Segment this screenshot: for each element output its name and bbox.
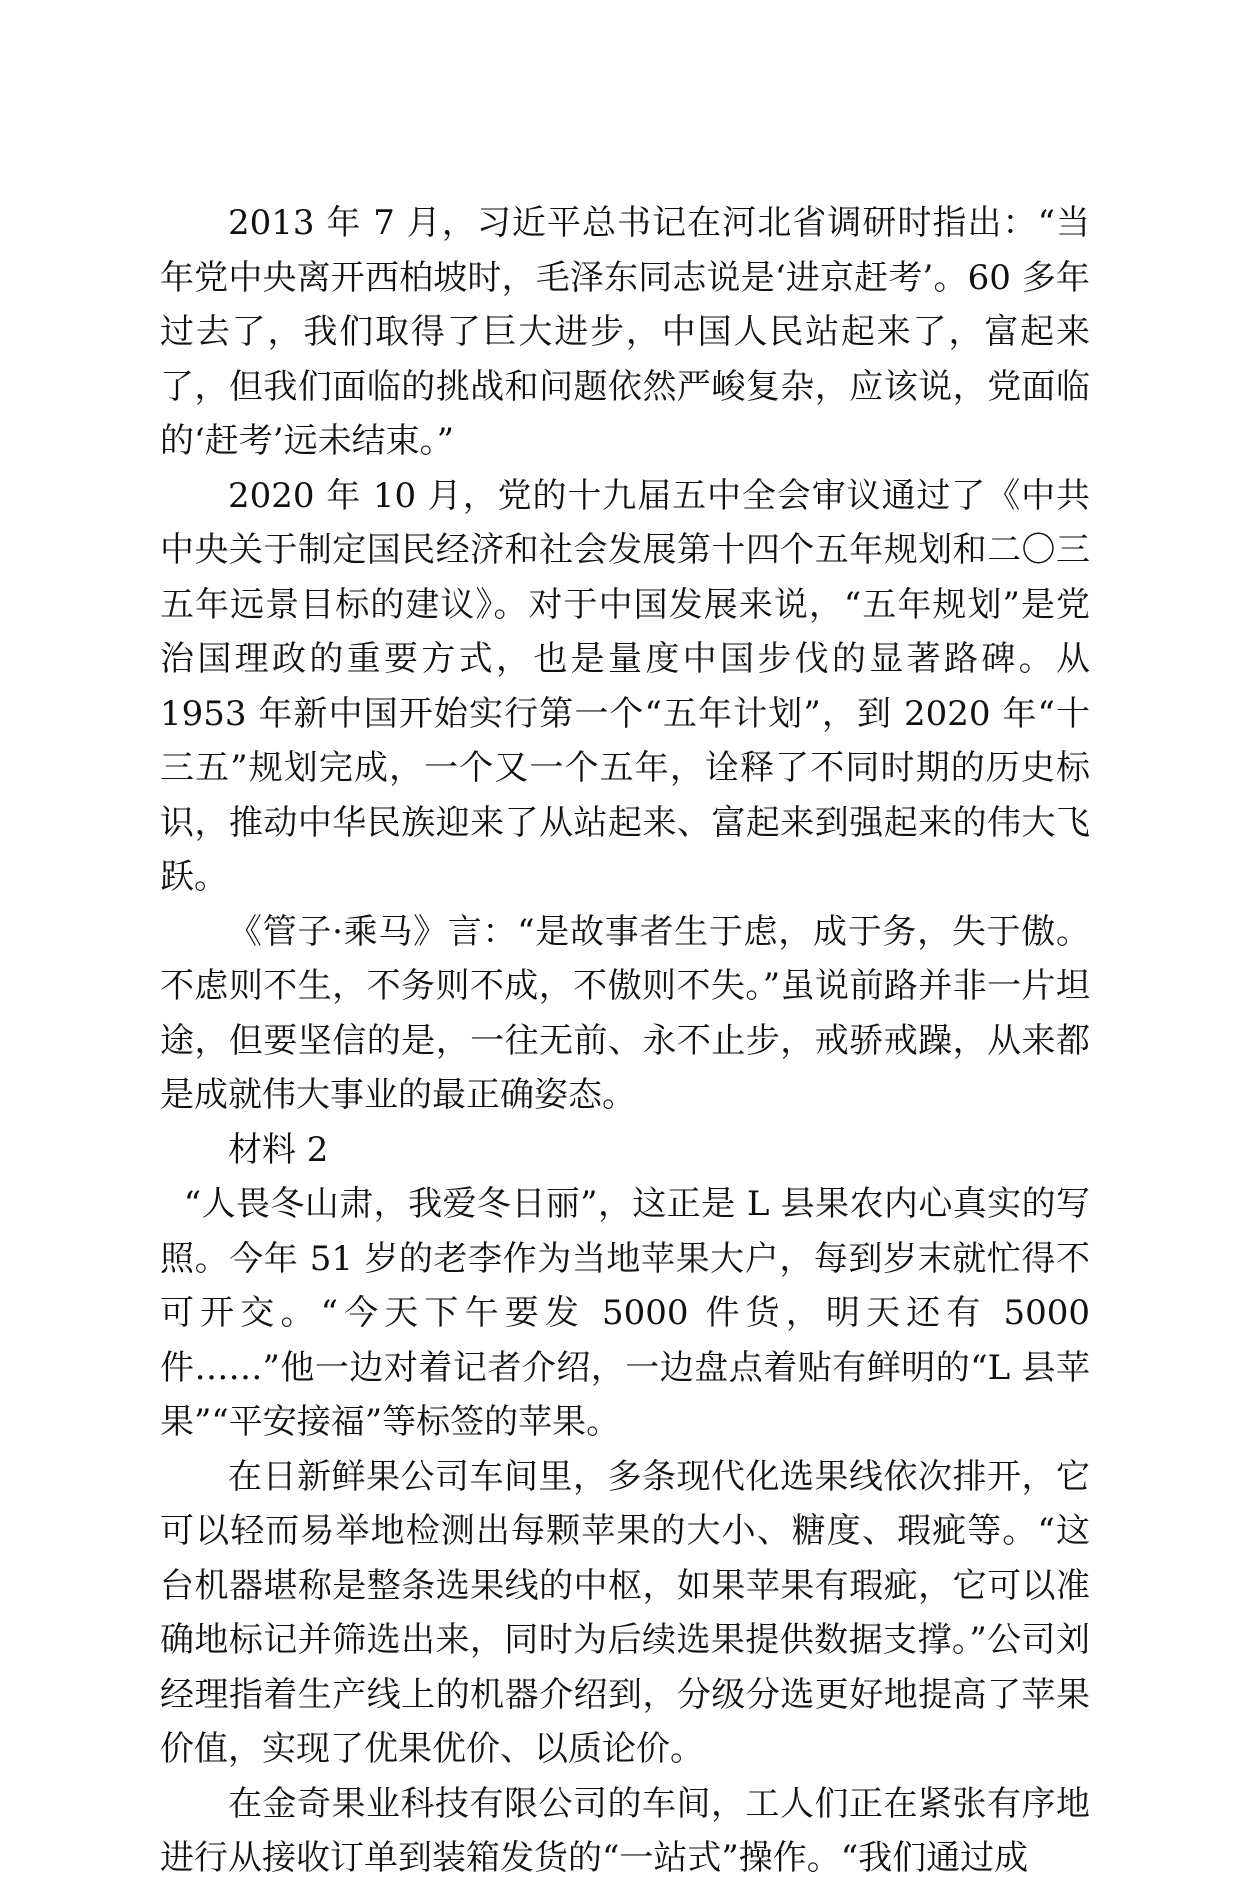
paragraph-five-year-plan: 2020 年 10 月，党的十九届五中全会审议通过了《中共中央关于制定国民经济和社会发展第十四个五年规划和二〇三五年远景目标的建议》。对于中国发展来说，“五年规划”是党治国理政的重要方式，也是量度中国步伐的显著路碑。从 1953 年新中国开始实行第一个“五年计划”，到 2020 年“十三五”规划完成，一个又一个五年，诠释了不同时期的历史标识，推动中华民族迎来了从站起来、富起来到强起来的伟大飞跃。 — [160, 475, 1090, 897]
paragraph-zhanjing-gankao: 2013 年 7 月，习近平总书记在河北省调研时指出：“当年党中央离开西柏坡时，毛泽东同志说是‘进京赶考’。60 多年过去了，我们取得了巨大进步，中国人民站起来了，富起来了，但我们面临的挑战和问题依然严峻复杂，应该说，党面临的‘赶考’远未结束。” — [160, 203, 1090, 461]
paragraph-l-county-apples: “人畏冬山肃，我爱冬日丽”，这正是 L 县果农内心真实的写照。今年 51 岁的老李作为当地苹果大户，每到岁末就忙得不可开交。“今天下午要发 5000 件货，明天还有 5000 件……”他一边对着记者介绍，一边盘点着贴有鲜明的“L 县苹果”“平安接福”等标签的苹果。 — [160, 1184, 1090, 1442]
material-2-heading: 材料 2 — [228, 1129, 329, 1170]
paragraph-rixin-fruit-company: 在日新鲜果公司车间里，多条现代化选果线依次排开，它可以轻而易举地检测出每颗苹果的大小、糖度、瑕疵等。“这台机器堪称是整条选果线的中枢，如果苹果有瑕疵，它可以准确地标记并筛选出来，同时为后续选果提供数据支撑。”公司刘经理指着生产线上的机器介绍到，分级分选更好地提高了苹果价值，实现了优果优价、以质论价。 — [160, 1456, 1090, 1769]
paragraph-jinqi-fruit-tech: 在金奇果业科技有限公司的车间，工人们正在紧张有序地进行从接收订单到装箱发货的“一站式”操作。“我们通过成 — [160, 1783, 1090, 1878]
document-page — [160, 196, 1090, 1886]
paragraph-guanzi-quote: 《管子·乘马》言：“是故事者生于虑，成于务，失于傲。不虑则不生，不务则不成，不傲则不失。”虽说前路并非一片坦途，但要坚信的是，一往无前、永不止步，戒骄戒躁，从来都是成就伟大事业的最正确姿态。 — [160, 911, 1090, 1115]
